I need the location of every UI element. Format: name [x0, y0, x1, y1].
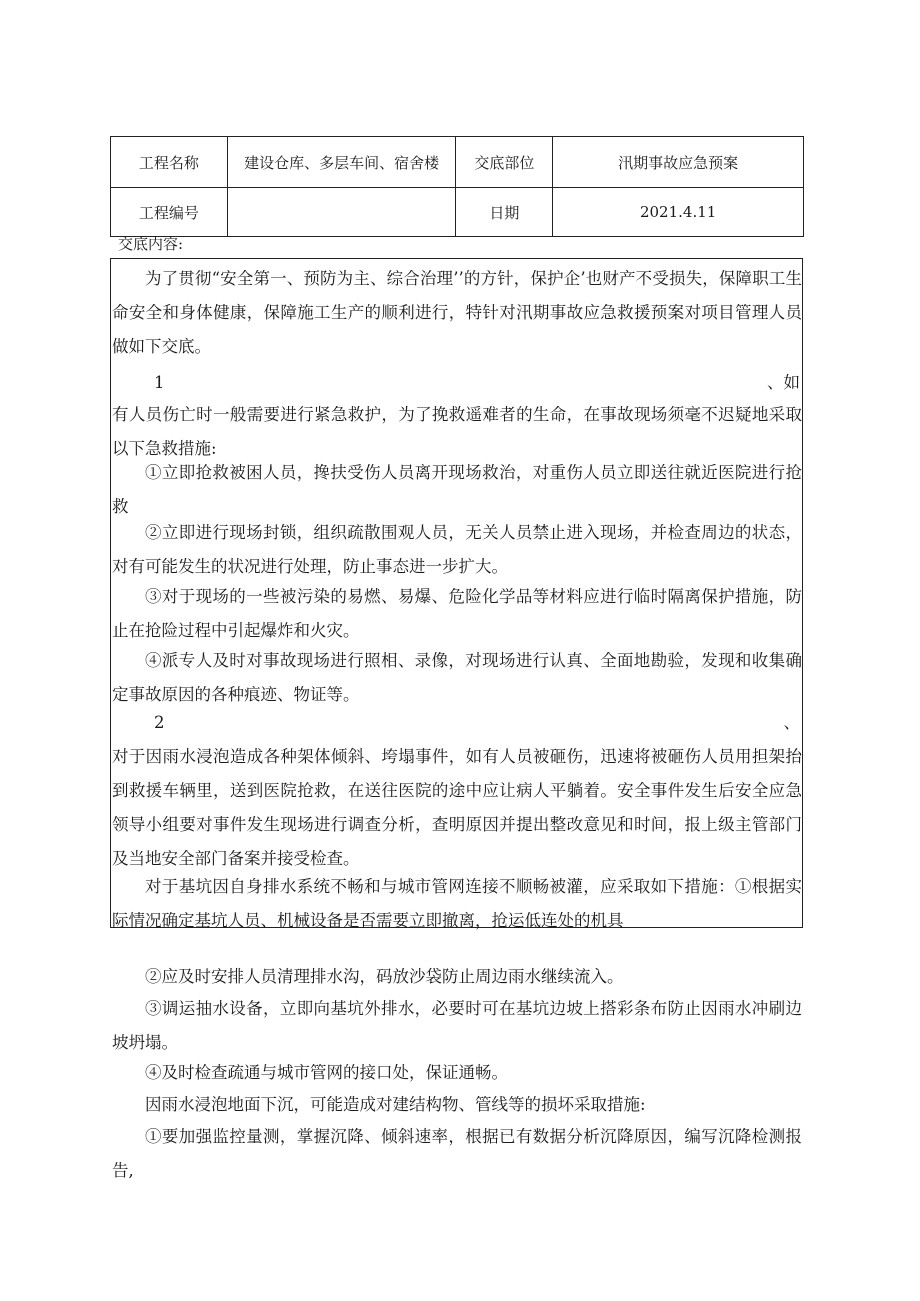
briefing-part-label: 交底部位 — [456, 137, 553, 188]
section-1-item-3: ③对于现场的一些被污染的易燃、易爆、危险化学品等材料应进行临时隔离保护措施，防止在抢险过程中引起爆炸和火灾。 — [112, 587, 802, 640]
header-row-1 — [111, 137, 804, 188]
section-1-item-1: ①立即抢救被困人员，搀扶受伤人员离开现场救治，对重伤人员立即送往就近医院进行抢救 — [112, 463, 802, 516]
section-1-text: 有人员伤亡时一般需要进行紧急救护，为了挽救遥难者的生命，在事故现场须毫不迟疑地采取以下急救措施: — [112, 405, 802, 458]
section-2-heading — [112, 706, 802, 740]
section-1-item-4: ④派专人及时对事故现场进行照相、录像，对现场进行认真、全面地勘验，发现和收集确定事故原因的各种痕迹、物证等。 — [112, 651, 802, 704]
section-2-number: 2 — [154, 713, 165, 732]
project-no-value — [227, 188, 456, 237]
section-2-tail: 、 — [783, 713, 800, 732]
below-paragraph-5: ①要加强监控量测，掌握沉降、倾斜速率，根据已有数据分析沉降原因，编写沉降检测报告, — [112, 1127, 802, 1180]
below-paragraph-3: ④及时检查疏通与城市管网的接口处，保证通畅。 — [145, 1063, 508, 1082]
date-value: 2021.4.11 — [553, 188, 804, 237]
project-name-label: 工程名称 — [111, 137, 228, 188]
section-1-number: 1 — [154, 373, 165, 392]
date-label: 日期 — [456, 188, 553, 237]
section-1-tail: 、如 — [767, 373, 800, 392]
section-2-text: 对于因雨水浸泡造成各种架体倾斜、垮塌事件，如有人员被砸伤，迅速将被砸伤人员用担架抬到救援车辆里，送到医院抢救，在送往医院的途中应让病人平躺着。安全事件发生后安全应急领导小组要对事件发生现场进行调查分析，查明原因并提出整改意见和时间，报上级主管部门及当地安全部门备案并接受检查。 — [112, 747, 802, 868]
section-1-heading — [112, 366, 802, 400]
header-row-2 — [111, 188, 804, 237]
section-2-pit-text: 对于基坑因自身排水系统不畅和与城市管网连接不顺畅被灌，应采取如下措施：①根据实际情况确定基坑人员、机械设备是否需要立即撤离，抢运低连处的机具 — [112, 877, 802, 930]
intro-paragraph: 为了贯彻“安全第一、预防为主、综合治理’’的方针，保护企’也财产不受损失，保障职工生命安全和身体健康，保障施工生产的顺利进行，特针对汛期事故应急救援预案对项目管理人员做如下交底。 — [112, 269, 802, 356]
briefing-part-value: 汛期事故应急预案 — [553, 137, 804, 188]
below-paragraph-1: ②应及时安排人员清理排水沟，码放沙袋防止周边雨水继续流入。 — [145, 967, 624, 986]
section-1-item-2: ②立即进行现场封锁，组织疏散围观人员，无关人员禁止进入现场，并检查周边的状态，对有可能发生的状况进行处理，防止事态进一步扩大。 — [112, 523, 802, 576]
below-paragraph-4: 因雨水浸泡地面下沉，可能造成对建结构物、管线等的损坏采取措施: — [145, 1095, 646, 1114]
project-no-label: 工程编号 — [111, 188, 228, 237]
below-paragraph-2: ③调运抽水设备，立即向基坑外排水，必要时可在基坑边坡上搭彩条布防止因雨水冲刷边坡坍塌。 — [112, 999, 802, 1052]
project-name-value: 建设仓库、多层车间、宿舍楼 — [227, 137, 456, 188]
header-table — [110, 136, 804, 237]
content-label: 交底内容: — [118, 235, 184, 253]
